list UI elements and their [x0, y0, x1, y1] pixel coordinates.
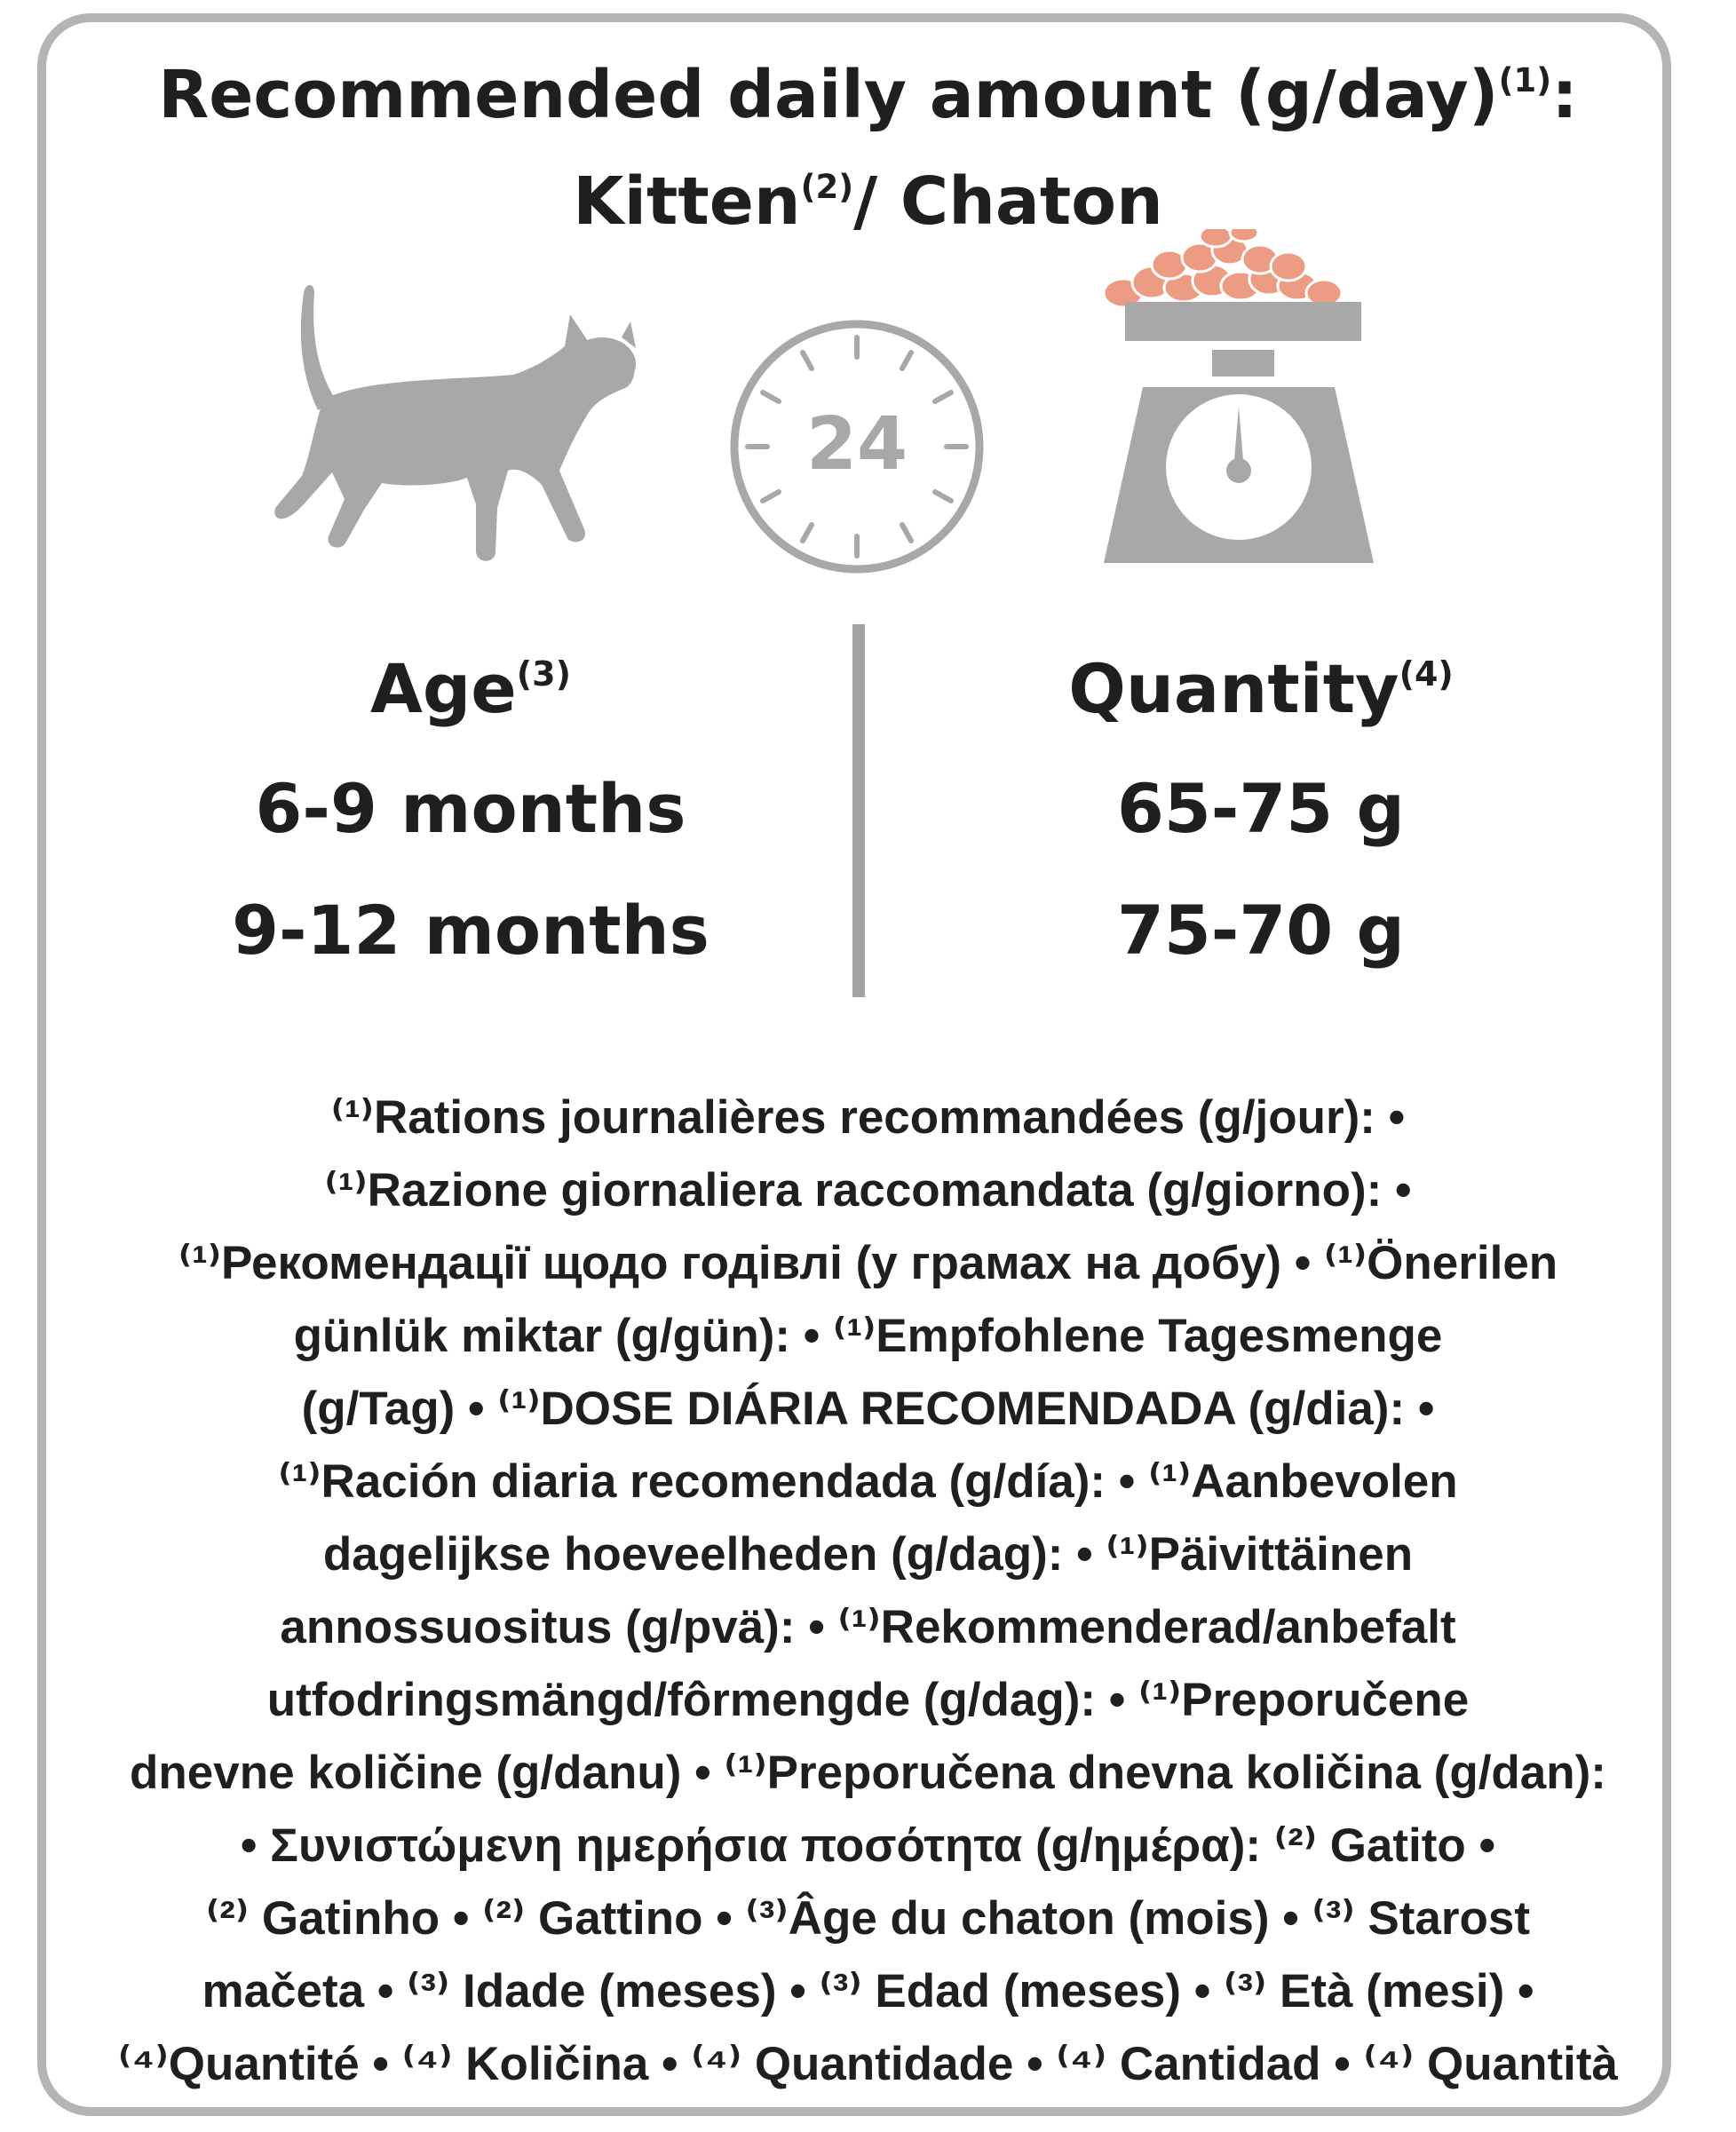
footnote-line: ⁽²⁾ Gatinho • ⁽²⁾ Gattino • ⁽³⁾Âge du chaton (mois) • ⁽³⁾ Starost: [206, 1892, 1530, 1945]
title-footnote-2: (2): [800, 167, 854, 206]
footnote-line: ⁽¹⁾Рекомендації щодо годівлі (у грамах на добу) • ⁽¹⁾Önerilen: [178, 1237, 1558, 1289]
footnote-line: ⁽¹⁾Rations journalières recommandées (g/jour): •: [330, 1091, 1406, 1144]
page-subtitle: Kitten$^{(2)}$/ Chaton: [573, 163, 1163, 240]
cat-icon: [258, 275, 648, 577]
footnote-line: ⁽¹⁾Ración diaria recomendada (g/día): • ⁽¹⁾Aanbevolen: [278, 1455, 1458, 1508]
page-title: Recommended daily amount $(g/day)^{(1)}$:: [158, 57, 1578, 133]
footnote-line: dagelijkse hoeveelheden (g/dag): • ⁽¹⁾Päivittäinen: [322, 1528, 1414, 1581]
food-scale-icon: [1088, 229, 1390, 575]
age-row-1: 6-9 months: [255, 769, 686, 848]
footnote-line: dnevne količine (g/danu) • ⁽¹⁾Preporučena dnevna količina (g/dan):: [130, 1747, 1606, 1799]
quantity-row-1: 65-75 g: [1117, 769, 1405, 848]
translations-footnote: [84, 1082, 1652, 2101]
age-footnote: (3): [516, 654, 571, 693]
footnote-line: • Συνιστώμενη ημερήσια ποσότητα (g/ημέρα): ⁽²⁾ Gatito •: [240, 1819, 1496, 1872]
clock-label: 24: [805, 402, 908, 487]
title-footnote-1: (1): [1498, 60, 1552, 99]
footnote-line: günlük miktar (g/gün): • ⁽¹⁾Empfohlene Tagesmenge: [293, 1310, 1443, 1362]
quantity-footnote: (4): [1399, 654, 1454, 693]
footnote-line: utfodringsmängd/fôrmengde (g/dag): • ⁽¹⁾Preporučene: [266, 1674, 1470, 1726]
footnote-line: annossuositus (g/pvä): • ⁽¹⁾Rekommenderad/anbefalt: [280, 1601, 1456, 1653]
footnote-line: (g/Tag) • ⁽¹⁾DOSE DIÁRIA RECOMENDADA (g/dia): •: [301, 1383, 1435, 1435]
quantity-header: Quantity$^{(4)}$: [1068, 649, 1454, 728]
age-header: Age$^{(3)}$: [370, 649, 571, 728]
footnote-line: ⁽¹⁾Razione giornaliera raccomandata (g/giorno): •: [324, 1164, 1412, 1217]
clock-24-icon: [728, 318, 986, 575]
footnote-line: ⁽⁴⁾Quantité • ⁽⁴⁾ Količina • ⁽⁴⁾ Quantidade • ⁽⁴⁾ Cantidad • ⁽⁴⁾ Quantità: [118, 2038, 1618, 2090]
column-divider: [852, 624, 865, 997]
quantity-row-2: 75-70 g: [1117, 891, 1405, 970]
age-row-2: 9-12 months: [232, 891, 709, 970]
footnote-line: mačeta • ⁽³⁾ Idade (meses) • ⁽³⁾ Edad (meses) • ⁽³⁾ Età (mesi) •: [202, 1965, 1534, 2017]
